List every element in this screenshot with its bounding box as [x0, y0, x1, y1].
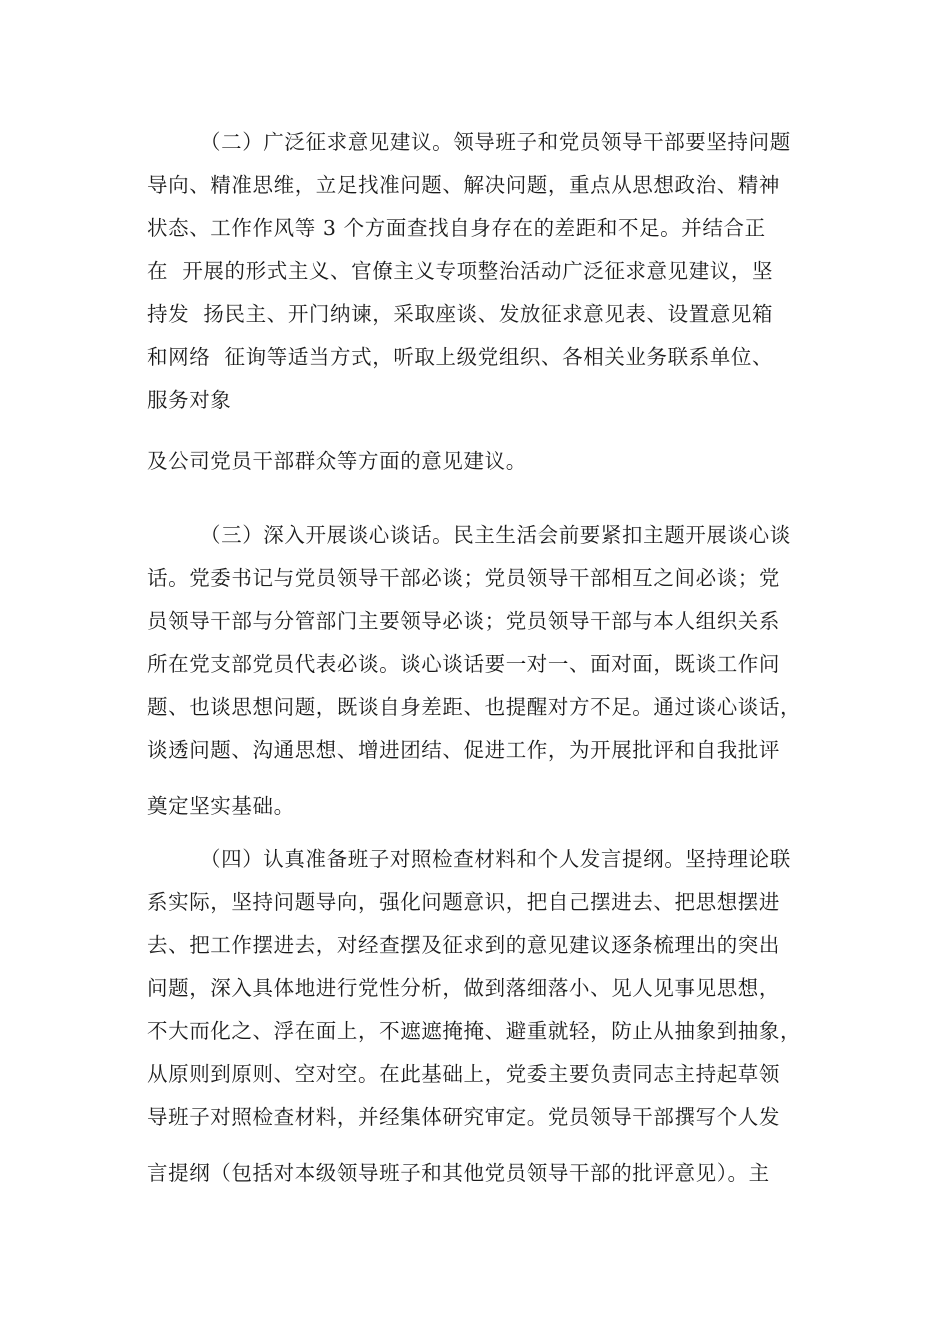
- section-4-line-5: 不大而化之、浮在面上，不遮遮掩掩、避重就轻，防止从抽象到抽象，: [147, 1019, 802, 1043]
- section-4-line-4: 问题，深入具体地进行党性分析，做到落细落小、见人见事见思想，: [147, 976, 780, 1000]
- section-4-line-3: 去、把工作摆进去，对经查摆及征求到的意见建议逐条梳理出的突出: [147, 933, 780, 957]
- section-2-line-4: 在 开展的形式主义、官僚主义专项整治活动广泛征求意见建议，坚: [147, 259, 774, 283]
- section-3-line-2: 话。党委书记与党员领导干部必谈；党员领导干部相互之间必谈；党: [147, 566, 780, 590]
- section-2-line-6: 和网络 征询等适当方式，听取上级党组织、各相关业务联系单位、: [147, 345, 774, 369]
- section-4-line-2: 系实际，坚持问题导向，强化问题意识，把自己摆进去、把思想摆进: [147, 890, 780, 914]
- section-3-line-3: 员领导干部与分管部门主要领导必谈；党员领导干部与本人组织关系: [147, 609, 780, 633]
- section-3-line-1: （三）深入开展谈心谈话。民主生活会前要紧扣主题开展谈心谈: [200, 523, 791, 547]
- section-4-line-7: 导班子对照检查材料，并经集体研究审定。党员领导干部撰写个人发: [147, 1105, 780, 1129]
- section-2-line-8: 及公司党员干部群众等方面的意见建议。: [147, 449, 527, 473]
- section-2-line-3: 状态、工作作风等 3 个方面查找自身存在的差距和不足。并结合正: [147, 216, 766, 240]
- section-2-line-2: 导向、精准思维，立足找准问题、解决问题，重点从思想政治、精神: [147, 173, 780, 197]
- section-2-line-5: 持发 扬民主、开门纳谏，采取座谈、发放征求意见表、设置意见箱: [147, 302, 774, 326]
- section-3-line-5: 题、也谈思想问题，既谈自身差距、也提醒对方不足。通过谈心谈话，: [147, 695, 802, 719]
- section-2-line-1: （二）广泛征求意见建议。领导班子和党员领导干部要坚持问题: [200, 130, 791, 154]
- section-2-line-7: 服务对象: [147, 388, 232, 412]
- section-3-line-7: 奠定坚实基础。: [147, 794, 295, 818]
- section-3-line-6: 谈透问题、沟通思想、增进团结、促进工作，为开展批评和自我批评: [147, 738, 780, 762]
- section-4-line-8: 言提纲（包括对本级领导班子和其他党员领导干部的批评意见）。主: [147, 1161, 770, 1185]
- section-4-line-6: 从原则到原则、空对空。在此基础上，党委主要负责同志主持起草领: [147, 1062, 780, 1086]
- section-4-line-1: （四）认真准备班子对照检查材料和个人发言提纲。坚持理论联: [200, 847, 791, 871]
- section-3-line-4: 所在党支部党员代表必谈。谈心谈话要一对一、面对面，既谈工作问: [147, 652, 780, 676]
